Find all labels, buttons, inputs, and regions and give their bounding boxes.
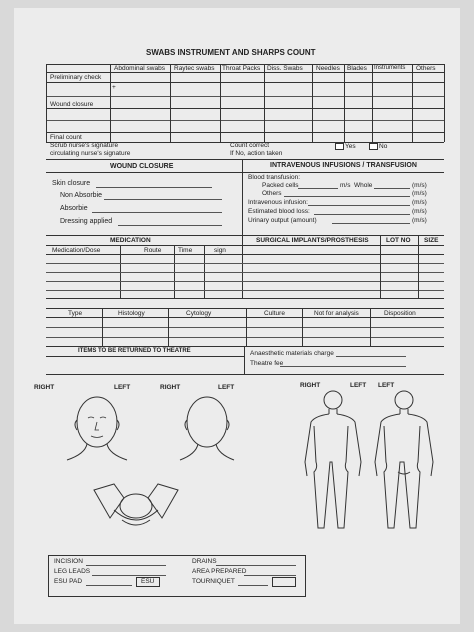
theatre-fee-label: Theatre fee [250, 360, 284, 367]
whole-label: Whole [354, 182, 373, 189]
wound-closure-title: WOUND CLOSURE [110, 163, 174, 170]
urinary-output-unit: (m/s) [412, 217, 427, 224]
row-final-count: Final count [50, 134, 82, 141]
packed-cells-label: Packed cells [262, 182, 299, 189]
yes-label: Yes [345, 143, 356, 150]
blood-transfusion-label: Blood transfusion: [248, 174, 301, 181]
col-needles: Needles [316, 65, 340, 72]
col-culture: Culture [264, 310, 285, 317]
others-unit: (m/s) [412, 190, 427, 197]
body-front-right-label: RIGHT [300, 382, 321, 389]
whole-unit: (m/s) [412, 182, 427, 189]
lying-head-diagram [84, 470, 188, 532]
col-instruments: Instruments [374, 65, 406, 71]
col-histology: Histology [118, 310, 145, 317]
body-back-diagram [368, 386, 440, 546]
no-checkbox[interactable] [369, 143, 378, 150]
count-correct-label: Count correct [230, 142, 270, 149]
col-throat-packs: Throat Packs [222, 65, 261, 72]
leg-leads-label: LEG LEADS [54, 568, 91, 575]
col-raytec-swabs: Raytec swabs [174, 65, 215, 72]
circulating-nurse-signature-label: circulating nurse's signature [50, 150, 131, 157]
scrub-nurse-signature-label: Scrub nurse's signature [50, 142, 119, 149]
esu-pad-label: ESU PAD [54, 578, 83, 585]
medication-title: MEDICATION [110, 237, 151, 244]
head-back-left-label: LEFT [218, 384, 235, 391]
row-wound-closure: Wound closure [50, 101, 94, 108]
absorbable-label: Absorbie [60, 205, 88, 212]
lot-no-label: LOT NO [386, 237, 411, 244]
col-medication-dose: Medication/Dose [52, 247, 101, 254]
col-others: Others [416, 65, 436, 72]
page-title: SWABS INSTRUMENT AND SHARPS COUNT [146, 48, 316, 57]
if-no-action-label: If No, action taken [230, 150, 283, 157]
head-front-right-label: RIGHT [34, 384, 55, 391]
col-diss-swabs: Diss. Swabs [267, 65, 303, 72]
head-front-diagram [62, 392, 132, 472]
non-absorbable-label: Non Absorbie [60, 192, 103, 199]
skin-closure-label: Skin closure [52, 180, 91, 187]
dressing-applied-label: Dressing applied [60, 218, 113, 225]
body-back-left-label: LEFT [378, 382, 395, 389]
col-cytology: Cytology [186, 310, 212, 317]
footer-box [48, 555, 306, 597]
blood-loss-label: Estimated blood loss: [248, 208, 310, 215]
col-time: Time [178, 247, 193, 254]
body-front-diagram [298, 386, 368, 546]
area-prepared-label: AREA PREPARED [192, 568, 247, 575]
others-label: Others [262, 190, 282, 197]
esu-label: ESU [141, 578, 155, 585]
yes-checkbox[interactable] [335, 143, 344, 150]
tourniquet-label: TOURNIQUET [192, 578, 235, 585]
no-label: No [379, 143, 388, 150]
col-abdominal-swabs: Abdominal swabs [114, 65, 165, 72]
theatre-record-sheet [14, 8, 460, 624]
col-type: Type [68, 310, 83, 317]
iv-infusion-label: Intravenous infusion: [248, 199, 308, 206]
drains-label: DRAINS [192, 558, 217, 565]
iv-infusion-unit: (m/s) [412, 199, 427, 206]
tick-mark: + [112, 84, 116, 91]
col-disposition: Disposition [384, 310, 416, 317]
urinary-output-label: Urinary output (amount) [248, 217, 317, 224]
head-back-diagram [174, 392, 240, 472]
col-sign: sign [214, 247, 226, 254]
head-back-right-label: RIGHT [160, 384, 181, 391]
col-route: Route [144, 247, 162, 254]
tourniquet-box[interactable] [272, 577, 296, 587]
iv-title: INTRAVENOUS INFUSIONS / TRANSFUSION [270, 162, 417, 169]
incision-label: INCISION [54, 558, 83, 565]
implants-title: SURGICAL IMPLANTS/PROSTHESIS [256, 237, 369, 244]
head-front-left-label: LEFT [114, 384, 131, 391]
col-blades: Blades [347, 65, 367, 72]
returns-title: ITEMS TO BE RETURNED TO THEATRE [78, 348, 191, 354]
blood-loss-unit: (m/s) [412, 208, 427, 215]
row-preliminary-check: Preliminary check [50, 74, 102, 81]
anaesthetic-charge-label: Anaesthetic materials charge [250, 350, 334, 357]
packed-cells-unit: m/s [340, 182, 351, 189]
col-not-for-analysis: Not for analysis [314, 310, 359, 317]
size-label: SIZE [424, 237, 439, 244]
body-front-left-label: LEFT [350, 382, 367, 389]
